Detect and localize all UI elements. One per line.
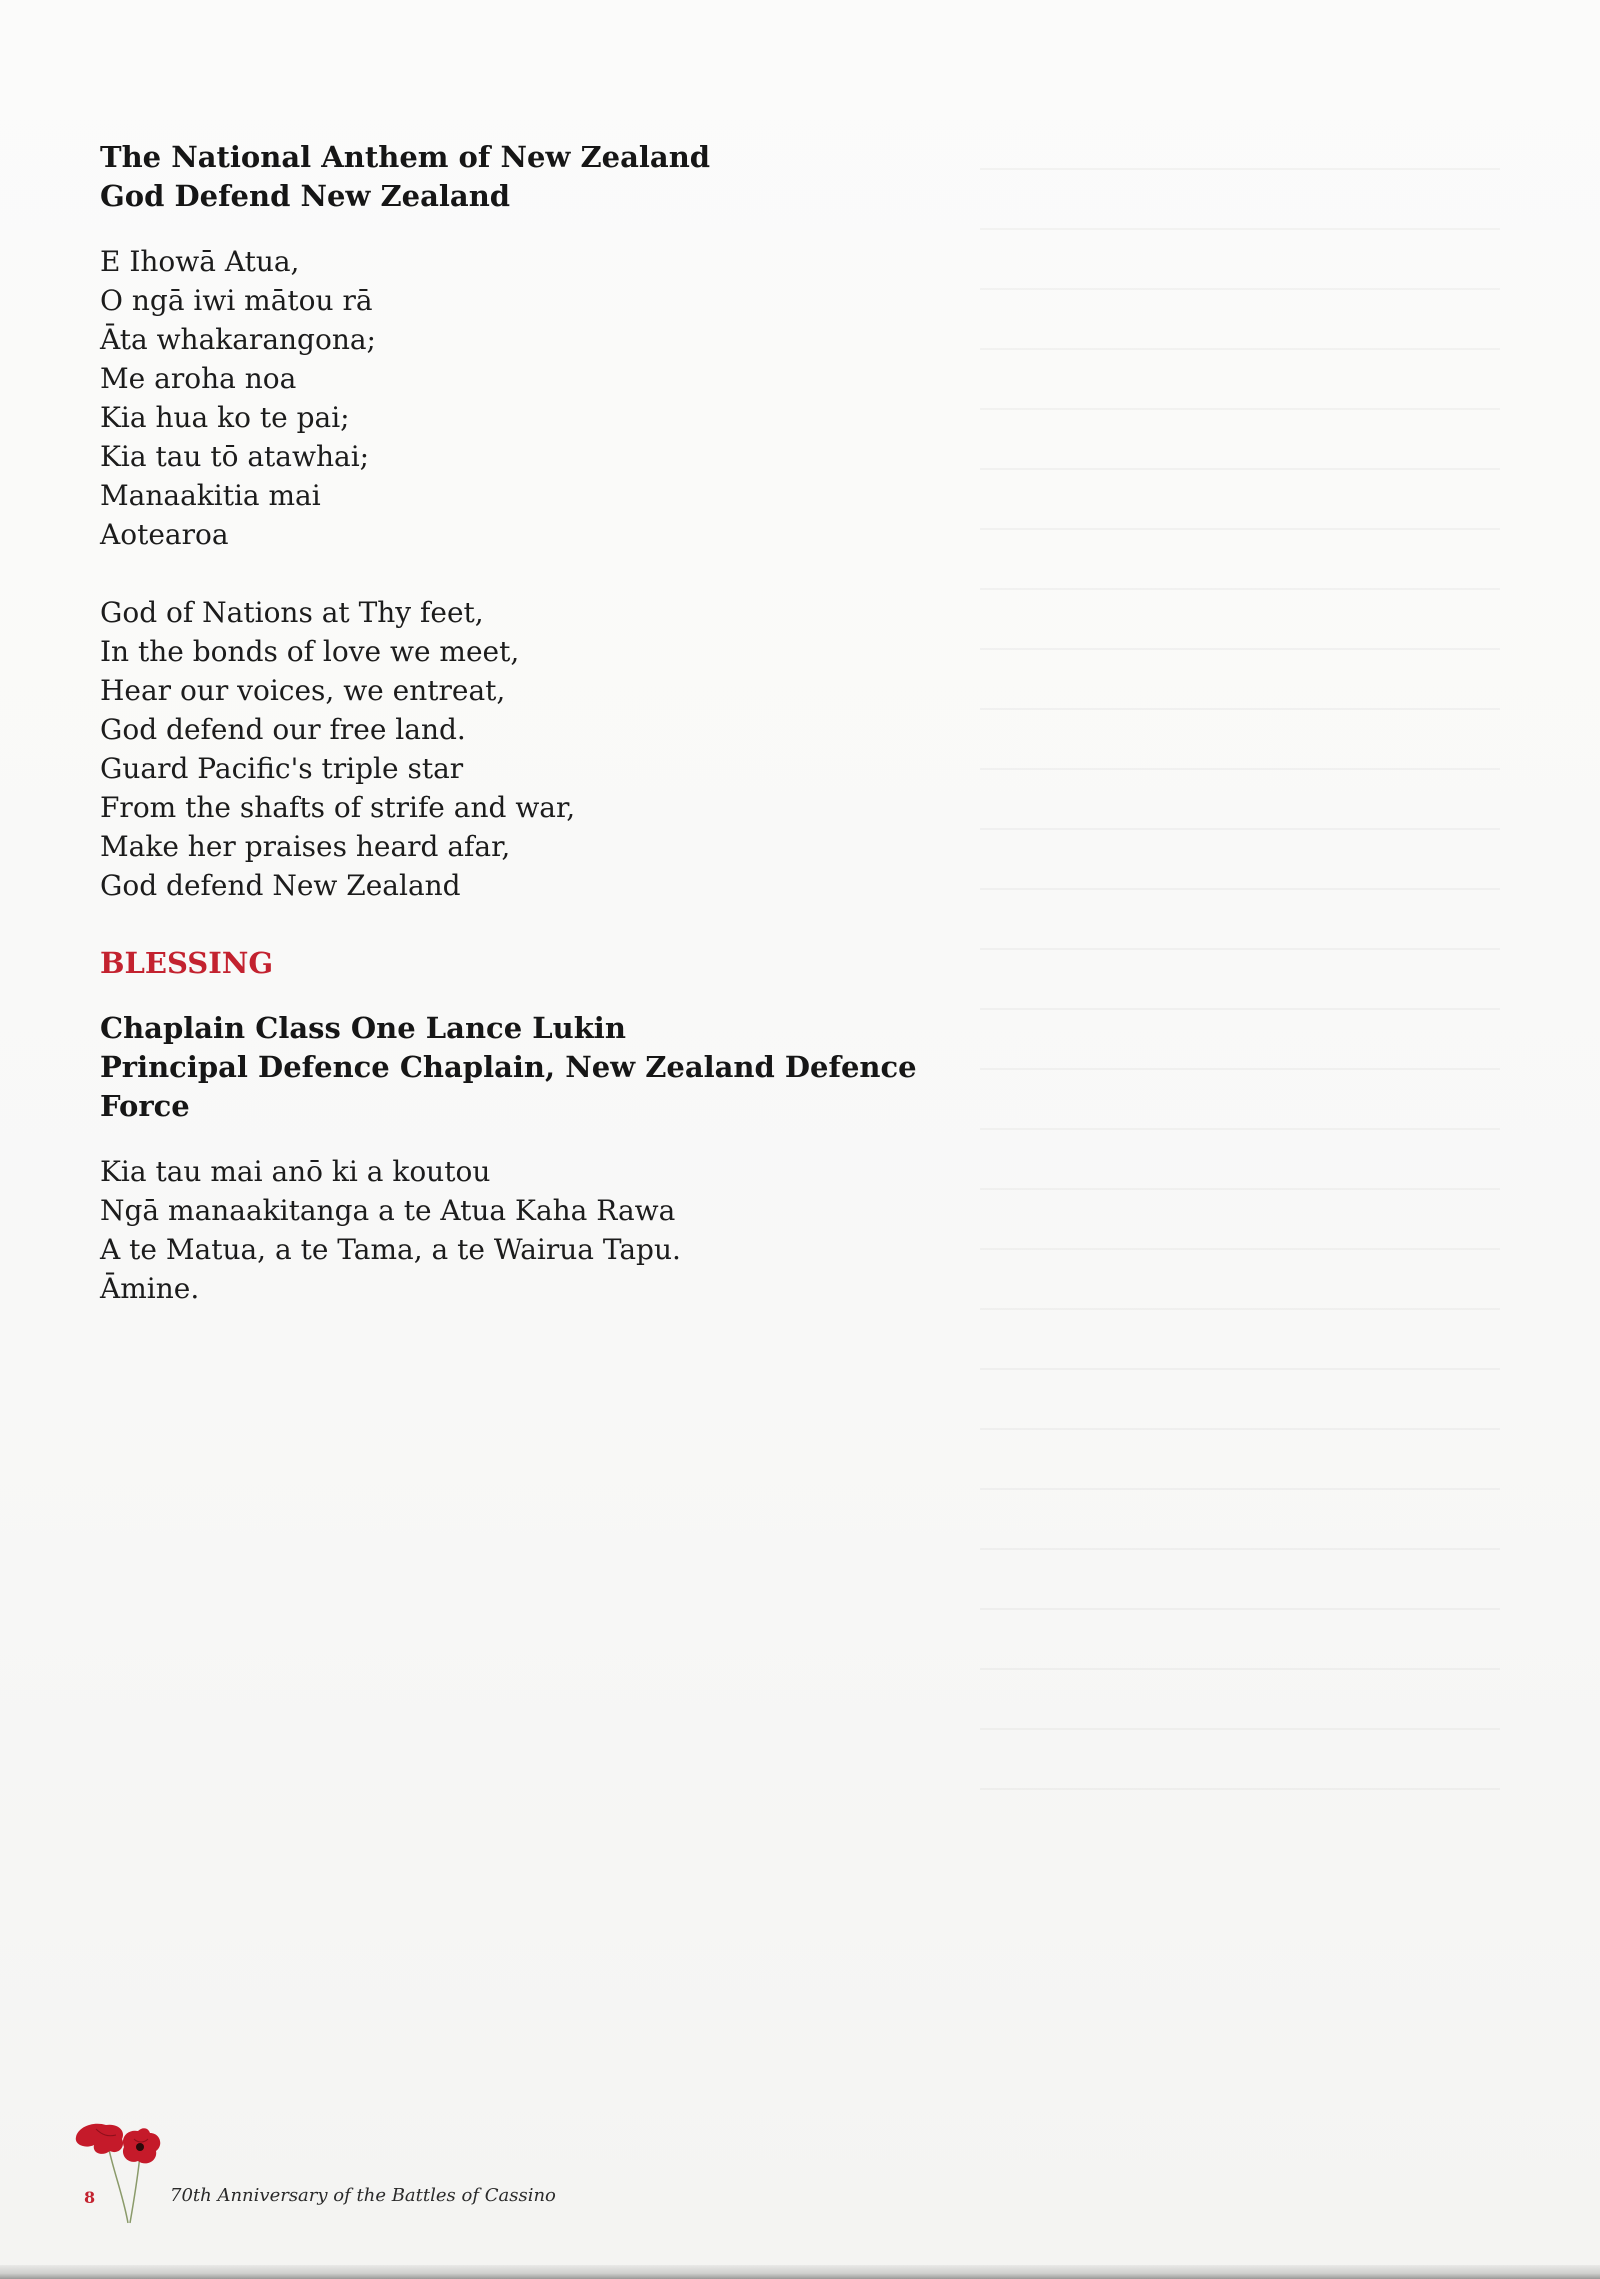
verse-line: Kia hua ko te pai; bbox=[100, 401, 350, 434]
verse-line: God defend our free land. bbox=[100, 713, 466, 746]
verse-line: Manaakitia mai bbox=[100, 479, 321, 512]
speaker-title: Principal Defence Chaplain, New Zealand Defence Force bbox=[100, 1050, 917, 1123]
blessing-line: A te Matua, a te Tama, a te Wairua Tapu. bbox=[100, 1233, 681, 1266]
blessing-speaker bbox=[100, 1009, 1000, 1126]
blessing-line: Ngā manaakitanga a te Atua Kaha Rawa bbox=[100, 1194, 676, 1227]
footer-title: 70th Anniversary of the Battles of Cassino bbox=[170, 2185, 556, 2206]
show-through-background bbox=[980, 140, 1500, 1790]
main-content bbox=[100, 138, 1000, 1308]
verse-line: Kia tau tō atawhai; bbox=[100, 440, 370, 473]
page-number: 8 bbox=[84, 2188, 96, 2207]
anthem-heading-line2: God Defend New Zealand bbox=[100, 179, 511, 213]
speaker-name: Chaplain Class One Lance Lukin bbox=[100, 1011, 626, 1045]
verse-line: From the shafts of strife and war, bbox=[100, 791, 576, 824]
verse-line: Make her praises heard afar, bbox=[100, 830, 511, 863]
anthem-heading-line1: The National Anthem of New Zealand bbox=[100, 140, 711, 174]
blessing-line: Kia tau mai anō ki a koutou bbox=[100, 1155, 491, 1188]
poppy-flowers-icon bbox=[68, 2115, 178, 2225]
verse-line: Guard Pacific's triple star bbox=[100, 752, 464, 785]
anthem-heading bbox=[100, 138, 1000, 216]
verse-line: Āta whakarangona; bbox=[100, 323, 376, 356]
page-edge bbox=[0, 2265, 1600, 2279]
verse-line: E Ihowā Atua, bbox=[100, 245, 300, 278]
blessing-text bbox=[100, 1152, 1000, 1308]
verse-line: Hear our voices, we entreat, bbox=[100, 674, 506, 707]
verse-line: In the bonds of love we meet, bbox=[100, 635, 520, 668]
verse-line: O ngā iwi mātou rā bbox=[100, 284, 373, 317]
page-footer bbox=[68, 2115, 768, 2225]
verse-line: God of Nations at Thy feet, bbox=[100, 596, 484, 629]
verse-line: God defend New Zealand bbox=[100, 869, 461, 902]
english-verse bbox=[100, 593, 1000, 905]
maori-verse bbox=[100, 242, 1000, 554]
verse-line: Aotearoa bbox=[100, 518, 229, 551]
blessing-heading: BLESSING bbox=[100, 946, 274, 980]
verse-line: Me aroha noa bbox=[100, 362, 297, 395]
blessing-line: Āmine. bbox=[100, 1272, 200, 1305]
